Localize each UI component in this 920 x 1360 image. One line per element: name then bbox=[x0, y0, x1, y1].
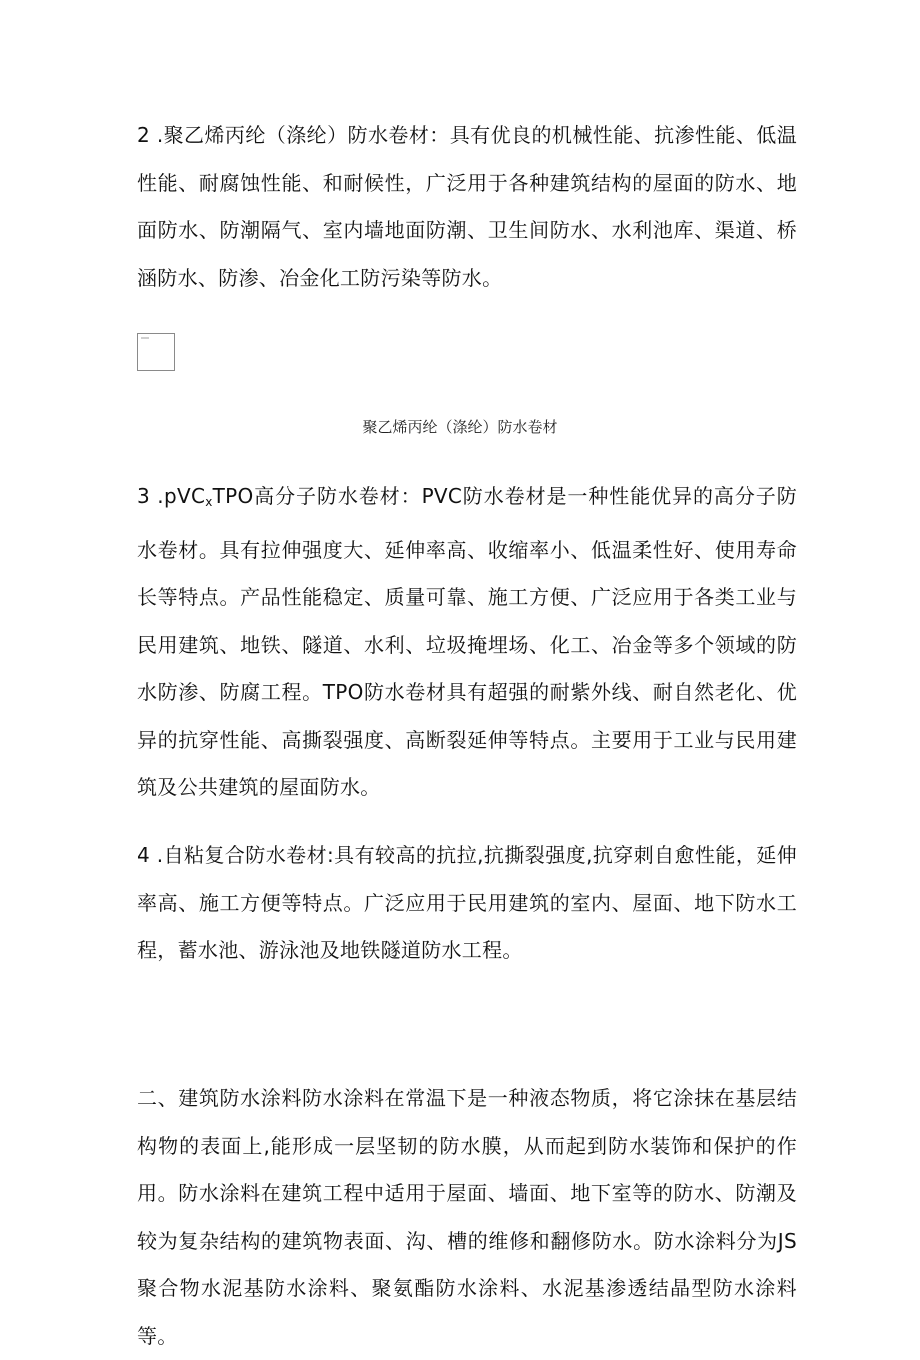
figure-caption: 聚乙烯丙纶（涤纶）防水卷材 bbox=[362, 418, 558, 436]
paragraph-section-3-text: TPO高分子防水卷材：PVC防水卷材是一种性能优异的高分子防水卷材。具有拉伸强度大、延伸率高、收缩率小、低温柔性好、使用寿命长等特点。产品性能稳定、质量可靠、施工方便、广泛应用于各类工业与民用建筑、地铁、隧道、水利、垃圾掩埋场、化工、冶金等多个领域的防水防渗、防腐工程。TPO防水卷材具有超强的耐紫外线、耐自然老化、优异的抗穿性能、高撕裂强度、高断裂延伸等特点。主要用于工业与民用建筑及公共建筑的屋面防水。 bbox=[137, 484, 797, 799]
paragraph-section-4-text: 4 .自粘复合防水卷材:具有较高的抗拉,抗撕裂强度,抗穿刺自愈性能，延伸率高、施工方便等特点。广泛应用于民用建筑的室内、屋面、地下防水工程，蓄水池、游泳池及地铁隧道防水工程。 bbox=[137, 843, 797, 962]
paragraph-section-3-prefix: 3 .pVC bbox=[137, 484, 206, 508]
paragraph-section-2-text: 2 .聚乙烯丙纶（涤纶）防水卷材：具有优良的机械性能、抗渗性能、低温性能、耐腐蚀性能、和耐候性，广泛用于各种建筑结构的屋面的防水、地面防水、防潮隔气、室内墙地面防潮、卫生间防水、水利池库、渠道、桥涵防水、防渗、冶金化工防污染等防水。 bbox=[137, 123, 797, 290]
broken-image-icon bbox=[137, 333, 175, 371]
paragraph-section-3-subscript: x bbox=[205, 495, 213, 509]
paragraph-section-4 bbox=[137, 832, 797, 975]
paragraph-coatings-text: 二、建筑防水涂料防水涂料在常温下是一种液态物质，将它涂抹在基层结构物的表面上,能形成一层坚韧的防水膜，从而起到防水装饰和保护的作用。防水涂料在建筑工程中适用于屋面、墙面、地下室等的防水、防潮及较为复杂结构的建筑物表面、沟、槽的维修和翻修防水。防水涂料分为JS聚合物水泥基防水涂料、聚氨酯防水涂料、水泥基渗透结晶型防水涂料等。 bbox=[137, 1086, 797, 1348]
paragraph-section-3 bbox=[137, 473, 797, 812]
paragraph-coatings bbox=[137, 1075, 797, 1360]
paragraph-section-2 bbox=[137, 112, 797, 302]
